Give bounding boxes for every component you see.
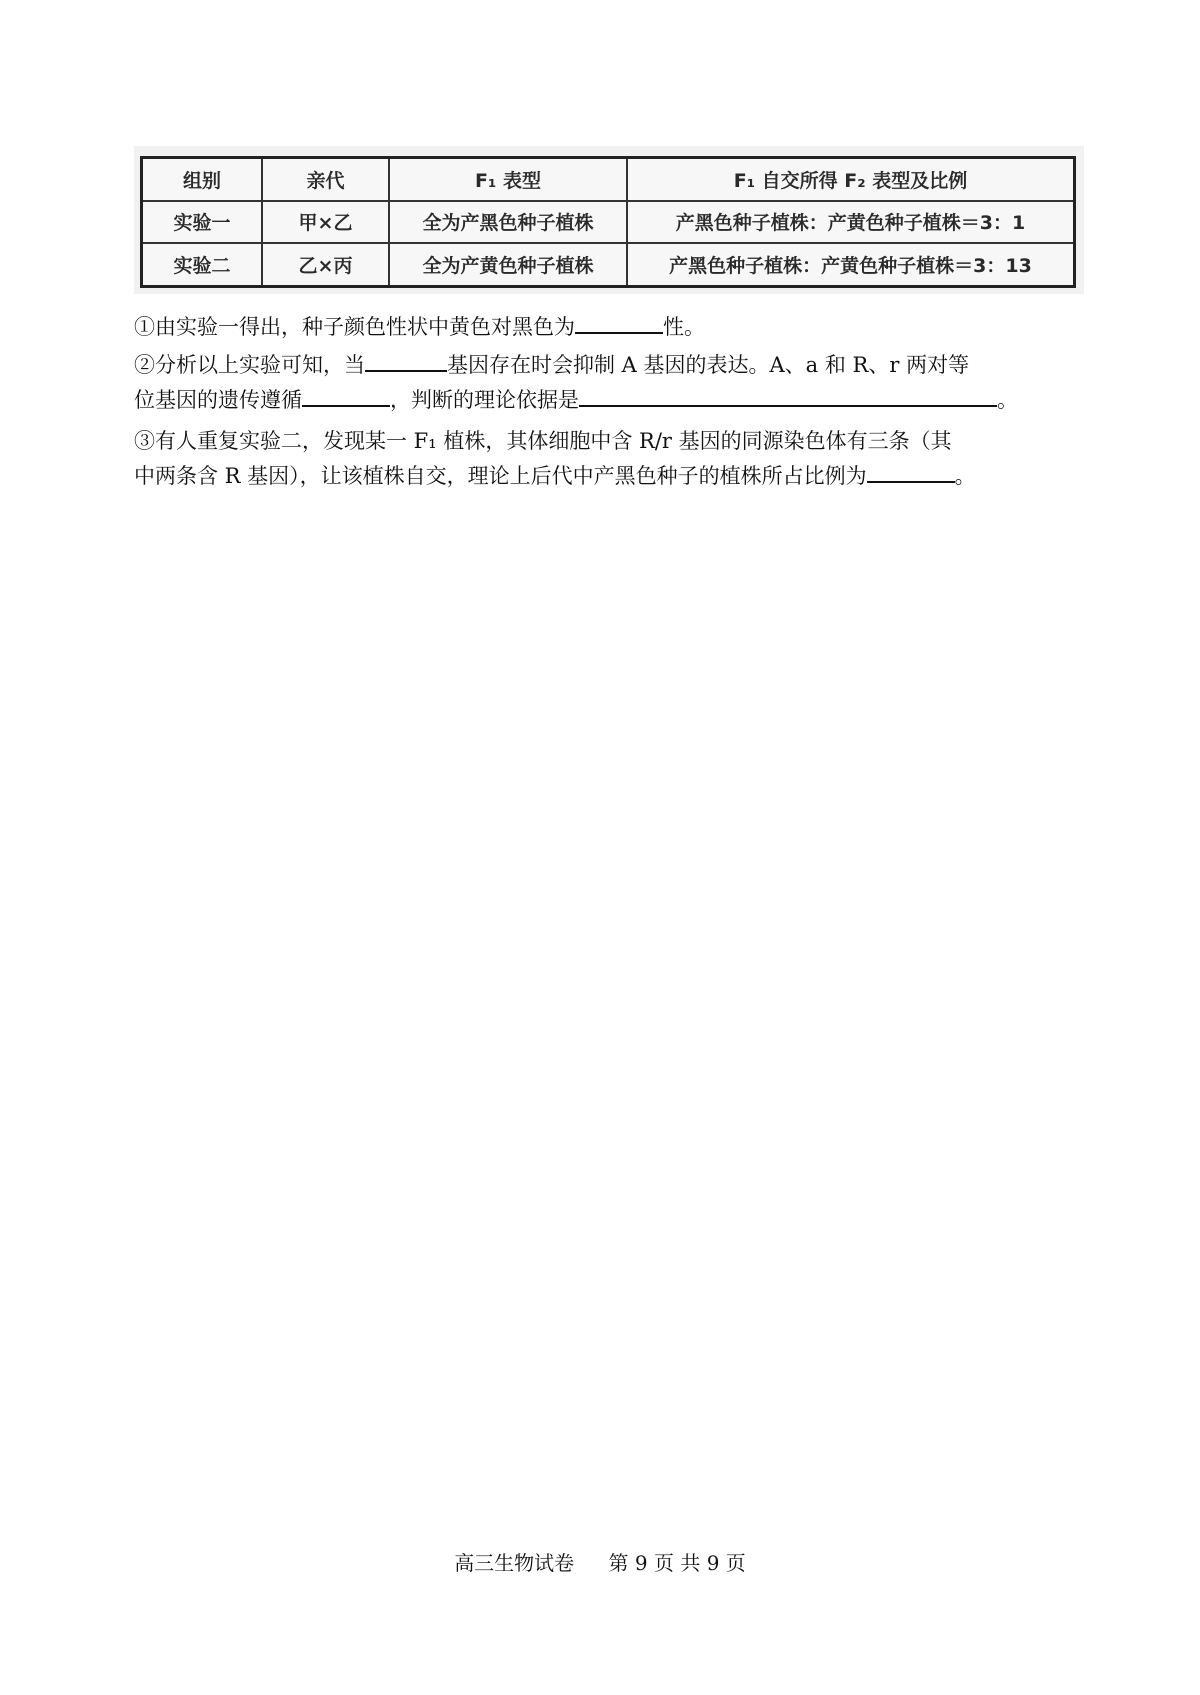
row1-f2: 产黑色种子植株：产黄色种子植株＝3：1: [627, 201, 1075, 244]
row1-group: 实验一: [142, 201, 263, 244]
row2-f1: 全为产黄色种子植株: [389, 243, 627, 286]
row2-group: 实验二: [142, 243, 263, 286]
answer-blank[interactable]: [867, 459, 955, 483]
table-row: [142, 201, 1075, 244]
header-group: 组别: [142, 158, 263, 201]
experiment-table: [140, 156, 1076, 288]
answer-blank[interactable]: [579, 383, 997, 407]
answer-blank[interactable]: [365, 348, 447, 372]
table-header-row: [142, 158, 1075, 201]
row1-parents: 甲×乙: [262, 201, 389, 244]
page-footer: [0, 1547, 1200, 1576]
header-parents: 亲代: [262, 158, 389, 201]
question-3: ③有人重复实验二，发现某一 F₁ 植株，其体细胞中含 R/r 基因的同源染色体有三条（其 中两条含 R 基因），让该植株自交，理论上后代中产黑色种子的植株所占比例为 。: [134, 429, 976, 488]
answer-blank[interactable]: [575, 310, 663, 334]
question-2: ②分析以上实验可知，当 基因存在时会抑制 A 基因的表达。A、a 和 R、r 两对等 位基因的遗传遵循 ，判断的理论依据是 。: [134, 348, 1078, 418]
header-f1-phenotype: F₁ 表型: [389, 158, 627, 201]
question-1: ①由实验一得出，种子颜色性状中黄色对黑色为 性。: [134, 310, 1078, 345]
row1-f1: 全为产黑色种子植株: [389, 201, 627, 244]
header-f2-ratio: F₁ 自交所得 F₂ 表型及比例: [627, 158, 1075, 201]
row2-parents: 乙×丙: [262, 243, 389, 286]
footer-page-number: 第 9 页 共 9 页: [608, 1551, 746, 1575]
footer-subject: 高三生物试卷: [454, 1551, 575, 1575]
table-row: [142, 243, 1075, 286]
row2-f2: 产黑色种子植株：产黄色种子植株＝3：13: [627, 243, 1075, 286]
experiment-table-image: [134, 146, 1084, 294]
answer-blank[interactable]: [302, 383, 390, 407]
